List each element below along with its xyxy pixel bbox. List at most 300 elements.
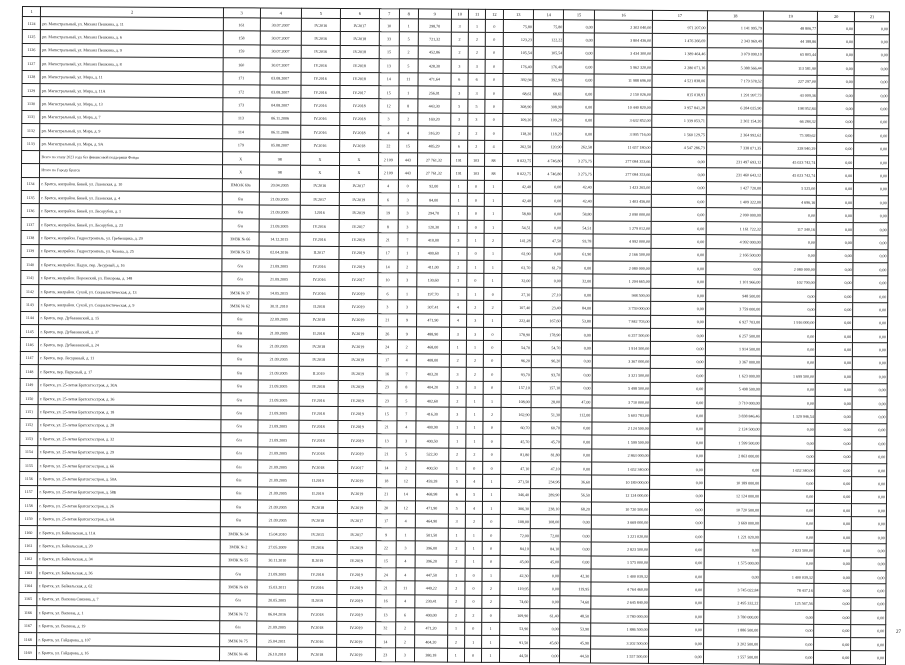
table-cell: 522,30	[416, 447, 449, 461]
table-cell: IV.2016	[301, 125, 340, 139]
table-cell: 1164	[19, 579, 38, 593]
table-cell: 2 124 500,00	[592, 422, 651, 436]
table-cell: 0,00	[704, 543, 761, 557]
table-cell: 3 838 846,46	[705, 409, 762, 423]
table-cell: 0,00	[561, 462, 591, 476]
table-cell: 0,00	[530, 622, 560, 636]
table-cell: 1 886 500,00	[703, 623, 760, 637]
table-cell: 74,60	[499, 595, 529, 609]
table-cell: 10 189 000,00	[591, 475, 650, 489]
table-cell: 107,40	[501, 301, 531, 315]
table-cell: 1 652 340,00	[591, 462, 650, 476]
table-cell: 0,00	[760, 637, 814, 651]
table-cell: 3	[396, 434, 416, 448]
table-cell: 1124	[22, 17, 41, 31]
table-cell: 3	[449, 381, 466, 394]
table-cell: 23	[375, 648, 395, 662]
table-cell: 227 297,00	[763, 75, 817, 89]
table-cell: 1169	[19, 646, 38, 660]
table-cell: 0,00	[652, 194, 706, 208]
table-cell: 1166	[19, 606, 38, 620]
table-cell: 0,00	[762, 208, 816, 222]
table-cell: 5	[448, 474, 465, 487]
table-cell: 0,00	[815, 477, 852, 491]
table-cell: IV.2016	[300, 179, 339, 193]
table-cell: IV.2018	[298, 514, 337, 528]
table-cell: 15	[379, 86, 399, 100]
table-cell: 2 645 840,00	[591, 596, 650, 610]
table-cell: 0,00	[650, 395, 704, 409]
table-cell: 0,00	[561, 542, 591, 556]
table-cell: 2 090 000,00	[706, 208, 763, 222]
table-cell: 443,30	[418, 99, 451, 113]
table-cell: б/н	[221, 312, 258, 326]
table-cell: 21.09.2005	[258, 339, 299, 353]
table-cell: 2 080 000,00	[593, 261, 652, 275]
table-cell: 0	[467, 220, 484, 233]
table-cell: IV.2016	[300, 232, 339, 246]
table-cell: 1	[449, 274, 466, 287]
table-cell: 0,00	[651, 355, 705, 369]
table-cell: 20.05.2005	[256, 594, 297, 608]
table-cell: 1130	[22, 97, 41, 111]
table-cell: 22.09.2005	[258, 313, 299, 327]
table-cell: 1	[465, 541, 482, 554]
table-cell: 53,90	[499, 622, 529, 636]
table-cell: 452,86	[418, 46, 451, 60]
address-cell: г. Братск, жилрайон. Бикей, ул. Лесорубов, д. 23	[40, 217, 222, 232]
table-cell: 3	[449, 407, 466, 420]
table-cell: 408,00	[416, 354, 449, 368]
table-cell: 5	[450, 99, 467, 112]
table-cell: 0,00	[760, 650, 814, 664]
table-cell: 256,01	[418, 86, 451, 100]
table-cell: 3	[398, 220, 418, 234]
table-cell: 0,00	[563, 87, 593, 101]
table-cell: 122,22	[533, 33, 563, 47]
table-cell: 0,00	[817, 88, 854, 102]
table-cell: 0,00	[852, 477, 887, 491]
table-cell: IV.2019	[337, 554, 376, 568]
table-cell: 8 022,75	[502, 153, 532, 167]
table-cell: 06.11.2006	[259, 112, 300, 126]
table-cell: 7	[397, 367, 417, 381]
table-cell: 0	[485, 100, 502, 113]
table-cell: 109,20	[502, 113, 532, 127]
table-cell: 0,00	[854, 129, 889, 143]
resettlement-register-table	[18, 6, 890, 665]
table-cell: 0,00	[816, 276, 853, 290]
address-cell: г. Братск, ул. Байкальская, д. 34	[38, 552, 220, 567]
table-cell: 1 329 946,54	[761, 409, 815, 423]
table-cell: 105,54	[503, 46, 533, 60]
table-cell: 1	[465, 528, 482, 541]
table-cell: 1153	[20, 432, 39, 446]
table-cell: 4	[395, 568, 415, 582]
table-cell: 92,00	[417, 180, 450, 194]
table-cell: IV.2018	[299, 407, 338, 421]
table-cell: 0,00	[814, 624, 851, 638]
table-cell: 2	[447, 582, 464, 595]
table-cell: 0,00	[851, 571, 886, 585]
table-cell: 392,94	[503, 73, 533, 87]
table-cell: 0	[465, 595, 482, 608]
table-cell: 3 434 300,00	[594, 47, 653, 61]
table-cell: 0,00	[854, 75, 889, 89]
table-cell: 14	[396, 487, 416, 501]
table-cell: 0,00	[815, 383, 852, 397]
table-cell: 0,00	[649, 583, 703, 597]
table-cell: 4	[449, 314, 466, 327]
table-cell: IV.2018	[340, 45, 379, 59]
table-cell: 6 257 500,00	[592, 328, 651, 342]
table-cell: 0,00	[761, 490, 815, 504]
column-number: 14	[533, 10, 563, 20]
column-number: 12	[486, 9, 503, 19]
table-cell: IV.2018	[340, 112, 379, 126]
table-cell: IV.2018	[298, 567, 337, 581]
table-cell: 2	[448, 555, 465, 568]
table-cell: б/н	[220, 500, 257, 514]
table-cell: 815 018,91	[652, 87, 706, 101]
table-cell: 0,00	[851, 557, 886, 571]
table-cell: 0	[483, 434, 500, 447]
table-cell: 0,00	[853, 209, 888, 223]
table-cell: 1	[466, 421, 483, 434]
table-cell: 1134	[21, 177, 40, 191]
table-cell: 404,20	[416, 380, 449, 394]
table-cell: 2	[395, 635, 415, 649]
table-cell: 0,00	[852, 490, 887, 504]
table-cell: 277 084 353,66	[593, 154, 652, 168]
table-cell: 231 497 693,12	[706, 155, 763, 169]
address-cell: г. Братск, ул. 25-летия Братскгэсстроя, д. 32	[38, 432, 220, 447]
table-cell: 0,00	[852, 397, 887, 411]
table-cell: 1 409 322,00	[706, 195, 763, 209]
table-cell: 8	[397, 380, 417, 394]
table-cell: 1156	[20, 472, 39, 486]
table-cell: 2	[449, 394, 466, 407]
table-cell: 30.07.2007	[260, 58, 301, 72]
table-cell: 0,00	[852, 504, 887, 518]
table-cell: 1146	[20, 338, 39, 352]
table-cell: 1 400 039,32	[760, 570, 814, 584]
table-cell: 3 275,75	[563, 167, 593, 181]
address-cell: г. Братск, ул. Байкальская, д. 62	[37, 579, 219, 594]
table-cell: 21.09.2005	[259, 192, 300, 206]
table-cell: 93,70	[501, 368, 531, 382]
table-cell: 0	[398, 179, 418, 193]
address-cell: г. Братск, жилрайон. Бикей, ул. Лесорубов, д. 1	[40, 204, 222, 219]
table-cell: 0,00	[851, 611, 886, 625]
table-cell: 308,90	[533, 100, 563, 114]
table-cell: 1159	[19, 512, 38, 526]
table-cell: 0,00	[814, 611, 851, 625]
address-cell: г. Братск, жилрайон. Падун, пер. Лесурный, д. 16	[39, 258, 221, 273]
table-cell: IV.2015	[298, 527, 337, 541]
table-cell: 68,20	[561, 502, 591, 516]
table-cell: 109,90	[499, 609, 529, 623]
table-cell: 0,00	[651, 369, 705, 383]
address-cell: г. Братск, ул. 25-летия Братскгэсстроя, д. 29	[38, 445, 220, 460]
table-cell: 2 302 040,00	[594, 20, 653, 34]
table-cell: 948 500,00	[592, 288, 651, 302]
table-cell: 277 084 353,66	[593, 167, 652, 181]
table-cell: 0,00	[650, 462, 704, 476]
table-cell: 0,00	[853, 263, 888, 277]
table-cell: IV.2017	[339, 273, 378, 287]
table-cell: 1 557 500,00	[590, 649, 649, 663]
table-cell: 42,40	[563, 194, 593, 208]
table-cell: 0,00	[761, 476, 815, 490]
table-cell: 0,00	[762, 249, 816, 263]
table-cell: IV.2019	[336, 634, 375, 648]
table-cell: 0,00	[854, 62, 889, 76]
table-cell: 2	[465, 515, 482, 528]
address-cell: рп. Магистральный, ул. Михаил Пешкина, д. 8	[41, 57, 223, 72]
table-cell: 2 364 992,62	[706, 128, 763, 142]
table-cell: 21.09.2005	[258, 326, 299, 340]
table-cell: 0	[467, 247, 484, 260]
address-cell: г. Братск, ул. Байкальская, д. 11А	[38, 525, 220, 540]
table-cell: 306,30	[500, 501, 530, 515]
table-cell: 54,51	[563, 221, 593, 235]
table-cell: 0,00	[853, 303, 888, 317]
table-cell: 0,00	[851, 624, 886, 638]
table-cell: 449,22	[415, 581, 448, 595]
table-cell: 0	[482, 609, 499, 622]
table-cell: 84,00	[562, 301, 592, 315]
table-cell: IV.2019	[338, 367, 377, 381]
table-cell: 1	[482, 635, 499, 648]
table-cell: 2	[468, 126, 485, 139]
table-cell: 2	[467, 300, 484, 313]
table-cell: 114	[222, 125, 259, 139]
table-cell: 2	[484, 234, 501, 247]
table-cell: 0	[465, 568, 482, 581]
table-cell: 3	[396, 541, 416, 555]
table-cell: 0	[485, 113, 502, 126]
address-cell: г. Братск, пер. Дубынинский, д. 37	[39, 325, 221, 340]
table-cell: 0,00	[563, 114, 593, 128]
table-cell: 112,00	[561, 408, 591, 422]
table-cell: 0,00	[816, 356, 853, 370]
table-cell: 1	[450, 207, 467, 220]
table-cell: 14.12.2015	[259, 232, 300, 246]
table-cell: 93,70	[531, 368, 561, 382]
table-cell: 169,20	[418, 113, 451, 127]
table-cell: 12	[396, 474, 416, 488]
table-cell: 22	[379, 139, 399, 153]
table-cell: 0,00	[651, 261, 705, 275]
table-cell: 3	[451, 59, 468, 72]
table-cell: 1152	[20, 418, 39, 432]
table-cell: 0,00	[851, 530, 886, 544]
table-cell: 12 124 000,00	[704, 489, 761, 503]
table-cell: 81,80	[500, 448, 530, 462]
table-cell: 0,00	[651, 235, 705, 249]
table-cell: ЗМЗК № 75	[219, 634, 256, 648]
table-cell: 32,00	[562, 274, 592, 288]
table-cell: 6	[450, 140, 467, 153]
table-cell: 0	[467, 180, 484, 193]
table-cell: 0,00	[564, 33, 594, 47]
table-cell: 0	[484, 327, 501, 340]
table-cell: IV.2018	[298, 621, 337, 635]
table-cell: 5	[468, 100, 485, 113]
table-cell: 173	[223, 98, 260, 112]
table-cell: 0,00	[815, 423, 852, 437]
table-cell: 0	[485, 60, 502, 73]
table-cell: 464,90	[415, 514, 448, 528]
table-cell: 2	[396, 461, 416, 475]
table-cell: 53,80	[562, 314, 592, 328]
table-cell: 0,00	[818, 35, 855, 49]
table-cell: 30.11.2010	[258, 299, 299, 313]
table-cell: 157,10	[531, 381, 561, 395]
table-cell: IV.2019	[339, 246, 378, 260]
table-cell: б/н	[220, 567, 257, 581]
table-cell: 1 557 500,00	[703, 650, 760, 664]
table-cell: 45,70	[500, 435, 530, 449]
table-cell: IV.2019	[338, 340, 377, 354]
table-cell: 0,00	[564, 20, 594, 34]
address-cell: рп. Магистральный, ул. Мира, д. 9А	[40, 137, 222, 152]
table-cell: IV.2016	[300, 273, 339, 287]
table-cell: 0,00	[854, 169, 889, 183]
table-cell: 3 745 022,84	[704, 583, 761, 597]
table-cell: 0,00	[650, 489, 704, 503]
table-cell: IV.2017	[339, 179, 378, 193]
table-cell: 0,00	[816, 370, 853, 384]
table-cell: 948 500,00	[705, 288, 762, 302]
address-cell: г. Братск, пер. Дубынинский, д. 24	[39, 338, 221, 353]
table-cell: II.2018	[299, 299, 338, 313]
table-cell: 27 761,32	[418, 153, 451, 167]
column-number: 5	[301, 8, 340, 18]
table-cell: 0,00	[562, 288, 592, 302]
table-cell: 2 109	[378, 153, 398, 167]
table-cell: IV.2016	[301, 112, 340, 126]
table-cell: 416,30	[416, 407, 449, 421]
table-cell: 0,00	[853, 196, 888, 210]
column-number: 7	[379, 9, 399, 19]
table-cell: 0,00	[704, 463, 761, 477]
table-cell: 03.08.2007	[260, 72, 301, 86]
table-cell: 21	[377, 420, 397, 434]
address-cell: г. Братск, ул. Байкальская, д. 36	[37, 566, 219, 581]
table-cell: 1	[450, 220, 467, 233]
table-cell: 222,40	[501, 314, 531, 328]
table-cell: 1 221 020,00	[704, 530, 761, 544]
table-cell: 0,00	[817, 142, 854, 156]
table-cell: 0,00	[852, 463, 887, 477]
table-cell: 0,00	[760, 557, 814, 571]
table-cell: 0,00	[532, 207, 562, 221]
table-cell: IV.2016	[301, 72, 340, 86]
table-cell: 0,00	[852, 370, 887, 384]
table-cell: 0,00	[853, 249, 888, 263]
table-cell: 400,90	[416, 421, 449, 435]
table-cell: 2 090 000,00	[593, 207, 652, 221]
table-cell: IV.2018	[340, 126, 379, 140]
table-cell: 15.04.2010	[257, 527, 298, 541]
table-cell: IV.2016	[301, 45, 340, 59]
table-cell: IV.2019	[338, 326, 377, 340]
table-cell: ЗМЗК № 34	[220, 527, 257, 541]
table-cell: 294,70	[417, 206, 450, 220]
table-cell: 380,18	[415, 648, 448, 662]
table-cell: 4	[395, 595, 415, 609]
table-cell: 1 914 500,00	[705, 342, 762, 356]
table-cell: Х	[222, 152, 259, 166]
table-cell: 0,00	[814, 557, 851, 571]
address-cell: г. Братск, пер. Дубынинский, д. 15	[39, 311, 221, 326]
table-cell: 15	[398, 139, 418, 153]
table-cell: 1165	[19, 592, 38, 606]
column-number: 18	[707, 11, 763, 21]
table-cell: 160	[223, 58, 260, 72]
table-cell: 21.09.2005	[257, 433, 298, 447]
address-cell: г. Братск, ул. 25-летия Братскгэсстроя, д. 36	[39, 392, 221, 407]
table-cell: 0,00	[854, 35, 889, 49]
table-cell: 0	[483, 421, 500, 434]
table-cell: 0,00	[816, 249, 853, 263]
address-cell: Итого по Городу Братск	[40, 164, 222, 179]
table-cell: 0	[484, 354, 501, 367]
table-cell: 0,00	[651, 302, 705, 316]
table-cell: 1143	[21, 298, 40, 312]
table-cell: IV.2018	[297, 648, 336, 662]
table-cell: 118,20	[502, 127, 532, 141]
table-cell: Х	[300, 166, 339, 180]
table-cell: 2 166 500,00	[706, 248, 763, 262]
table-cell: 0	[464, 649, 481, 662]
table-cell: IV.2016	[301, 18, 340, 32]
column-number: 21	[855, 12, 890, 22]
table-cell: 0,00	[817, 75, 854, 89]
table-cell: б/н	[222, 259, 259, 273]
table-cell: 6	[451, 73, 468, 86]
table-cell: IV.2017	[338, 460, 377, 474]
table-cell: 14	[377, 461, 397, 475]
table-cell: 14.05.2015	[258, 286, 299, 300]
table-cell: 6	[468, 73, 485, 86]
table-cell: 0,00	[760, 503, 814, 517]
table-cell: 48 806,77	[763, 21, 817, 35]
table-cell: 1139	[21, 244, 40, 258]
table-cell: 27,10	[532, 287, 562, 301]
table-cell: 4	[465, 501, 482, 514]
table-cell: 2	[449, 260, 466, 273]
table-cell: 48,50	[560, 609, 590, 623]
table-cell: 2	[466, 354, 483, 367]
table-cell: 2	[466, 448, 483, 461]
table-cell: IV.2019	[338, 407, 377, 421]
table-cell: 1135	[21, 191, 40, 205]
table-cell: 167,60	[532, 314, 562, 328]
table-cell: 0,00	[561, 435, 591, 449]
table-cell: 3 079 090,10	[707, 47, 764, 61]
table-cell: Х	[339, 152, 378, 166]
table-cell: 5 498 500,00	[705, 382, 762, 396]
table-cell: 0	[485, 73, 502, 86]
table-cell: 96,20	[531, 354, 561, 368]
table-cell: 0,00	[762, 302, 816, 316]
table-cell: 0,00	[562, 381, 592, 395]
table-cell: 157,10	[501, 381, 531, 395]
table-cell: ЗМЗК № 66	[222, 232, 259, 246]
